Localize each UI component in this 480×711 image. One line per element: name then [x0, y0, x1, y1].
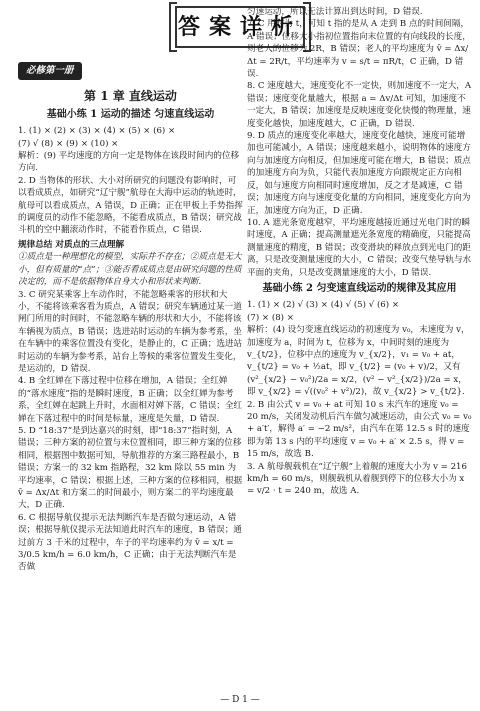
explanation-6-cont: 匀速运动，所以无法计算出到达时间，D 错误. [247, 7, 423, 17]
explanation-7: 7. C 用时为 t，可知 t 指的是从 A 走到 B 点的时间间隔，A 错误；位移大小指初位置指向末位置的有向线段的长度，则老人的位移为 2R，B 错误；老人的平均速度为 v̄ = Δx/Δt = 2R/t，平均速率为 v = s/t = πR/t，C 正确，D 错误. [247, 19, 471, 80]
explanation-10: 10. A 遮光条宽度越窄，平均速度越接近通过光电门时的瞬时速度，A 正确；提高测量遮光条宽度的精确度，只能提高测量速度的精度，B 错误；改变滑块的释放点到光电门的距离，只是改变测量速度的大小，C 错误；改变气垫导轨与水平面的夹角，只是改变测量速度的大小，D 错误. [247, 217, 472, 278]
answers2-line-2: (7) × (8) × [247, 312, 294, 323]
explanation-6: 6. C 根据导航仪提示无法判断汽车是否做匀速运动，A 错误；根据导航仪提示无法知道此时汽车的速度，B 错误；通过前方 3 千米的过程中，车子的平均速率约为 v̄ = x/t = 3/0.5 km/h = 6.0 km/h，C 正确；由于无法判断汽车是否做 [18, 512, 242, 573]
answers-line-2: (7) √ (8) × (9) × (10) × [18, 138, 119, 149]
explanation-8: 8. C 速度越大，速度变化不一定快，则加速度不一定大，A 错误；速度变化量越大，根据 a = Δv/Δt 可知，加速度不一定大，B 错误；加速度是反映速度变化快慢的物理量，速度变化越快，加速度越大，C 正确，D 错误. [247, 81, 472, 129]
explanation-12: 2. B 由公式 v = v₀ + at 可知 10 s 末汽车的速度 v₀ = 20 m/s，关闭发动机后汽车做匀减速运动，由公式 v₀ = v₀ + a′t′，解得 a′ = −2 m/s²，由汽车在第 12.5 s 时的速度即为第 13 s 内的平均速度 v = v₀ + a′ × 2.5 s，得 v = 15 m/s，故选 B. [247, 399, 472, 460]
explanation-9: 9. D 质点的速度变化率越大，速度变化越快，速度可能增加也可能减小，A 错误；速度越来越小，说明物体的速度方向与加速度方向相反，但加速度可能在增大，B 错误；质点的加速度方向为负，只能代表加速度方向跟规定正方向相反，如与速度方向相同时速度增加，反之才是减速，C 错误；加速度方向与速度变化量的方向相同，速度变化方向为正，加速度方向为正，D 正确. [247, 131, 471, 216]
book-tag: 必修第一册 [18, 62, 82, 80]
summary-title: 规律总结 对质点的三点理解 [18, 239, 125, 250]
chapter-title: 第 1 章 直线运动 [84, 89, 177, 104]
explanation-5: 5. D “18:37”是到达嘉兴的时刻，即“18:37”指时刻，A 错误；三种方案的初位置与末位置相同，即三种方案的位移相同，根据图中数据可知，导航推荐的方案三路程最小，B 错误；方案一的 32 km 指路程，32 km 除以 55 min 为平均速率，C 错误；根据上述，三种方案的位移相同，根据 v̄ = Δx/Δt 和方案二的时间最小，则方案二的平均速度最大，D 正确. [18, 425, 243, 511]
summary-text: ①质点是一种理想化的模型，实际并不存在；②质点是无大小，但有质量的“点”；③能否看成质点是由研究问题的性质决定的，而不是依据物体自身大小和形状来判断. [18, 252, 242, 288]
section-title-2: 基础小练 2 匀变速直线运动的规律及其应用 [262, 282, 457, 294]
page-number: — D 1 — [220, 695, 260, 705]
explanation-3: 3. C 研究某乘客上车动作时，不能忽略乘客的形状和大小，不能将该乘客看为质点，A 错误；研究车辆通过某一道闸门所用的时间时，不能忽略车辆的形状和大小，不能将该车辆视为质点，B 错误；选进站时运动的车辆为参考系，坐在车辆中的乘客位置没有变化，是静止的，C 正确；选进站时运动的车辆为参考系，站台上等候的乘客位置发生变化，是运动的，D 错误. [18, 289, 243, 374]
left-column [18, 56, 243, 574]
banner-title: 答案详析 [177, 13, 302, 40]
explanation-1: 解析：(9) 平均速度的方向一定是物体在该段时间内的位移方向. [18, 151, 240, 174]
explanation-13: 3. A 航母舰载机在“辽宁舰”上着舰的速度大小为 v = 216 km/h = 60 m/s，则舰载机从着舰到停下的位移大小为 x = v/2 · t = 240 m，故选 A. [247, 461, 467, 497]
answers2-line-1: 1. (1) × (2) √ (3) × (4) √ (5) √ (6) × [247, 300, 400, 311]
right-column [247, 6, 472, 498]
explanation-2: 2. D 当物体的形状、大小对所研究的问题没有影响时，可以看成质点，如研究“辽宁舰”航母在大海中运动的轨迹时，航母可以看成质点，A 错误，D 正确；正在甲板上手势指挥的调度员的动作不能忽略，不能看成质点，B 错误；研究战斗机的空中翻滚动作时，不能看作质点，C 错误. [18, 175, 243, 236]
explanation-11: 解析：(4) 设匀变速直线运动的初速度为 v₀，末速度为 v，加速度为 a，时间为 t，位移为 x，中间时刻的速度为 v_{t/2}，位移中点的速度为 v_{x/2}，v₁ = v₀ + at，v_{t/2} = v₀ + ½at，即 v_{t/2} = (v₀ + v)/2，又有 (v²_{x/2} − v₀²)/2a = x/2，(v² − v²_{x/2})/2a = x，即 v_{x/2} = √((v₀² + v²)/2)，故 v_{x/2} > v_{t/2}. [247, 325, 470, 398]
explanation-4: 4. B 全红婵在下落过程中位移在增加，A 错误；全红婵的“落水速度”指的是瞬时速度，B 正确；以全红婵为参考系，全红婵在起跳上升时，水面相对婵下落，C 错误；全红婵在下落过程中的时间是标量，速度是矢量，D 错误. [18, 376, 243, 424]
answers-line-1: 1. (1) × (2) × (3) × (4) × (5) × (6) × [18, 126, 176, 137]
section-title-1: 基础小练 1 运动的描述 匀速直线运动 [46, 108, 215, 120]
